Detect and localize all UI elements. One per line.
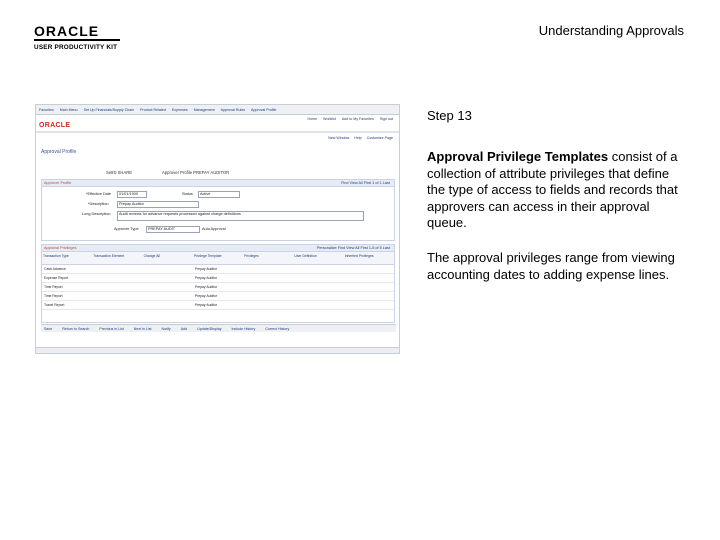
logo-underline (34, 39, 120, 41)
logo-subtitle: USER PRODUCTIVITY KIT (34, 44, 118, 51)
nav-setup: Set Up Financials/Supply Chain (83, 107, 135, 112)
paragraph-1 (427, 149, 687, 232)
nav-approval-profile: Approval Profile (251, 107, 277, 112)
tb-correct-history: Correct History (265, 326, 290, 331)
col-user-definition: User Definition (294, 254, 317, 258)
description-value: Prepay Auditor (119, 202, 144, 206)
col-privileges: Privileges (244, 254, 259, 258)
effective-date-field (117, 191, 147, 198)
step-label: Step 13 (427, 108, 472, 123)
grid-header (42, 245, 394, 252)
tb-notify: Notify (161, 326, 171, 331)
paragraph-1-rest: consist of a collection of attribute privileges that define the type of access to fields and records that approvers can access in their approval queue. (427, 149, 678, 230)
auto-approval-label: Auto Approval (202, 227, 226, 231)
link-favorites: Add to My Favorites (341, 117, 374, 121)
status-value: Active (200, 192, 211, 196)
grid-row (42, 265, 394, 274)
section-nav: Find View All First 1 of 1 Last (341, 181, 390, 185)
screenshot-privileges-grid (41, 244, 395, 323)
screenshot-brand: ORACLE (39, 122, 71, 129)
screenshot-toolbar (41, 324, 396, 332)
screenshot-profile: Approver Profile PREPAY AUDITOR (162, 170, 230, 175)
effective-date-value: 01/01/1900 (119, 192, 139, 196)
approver-type-field (146, 226, 200, 233)
section-title: Approver Profile (44, 181, 72, 185)
oracle-upk-logo (34, 24, 124, 51)
grid-row (42, 292, 394, 301)
nav-main-menu: Main Menu (59, 107, 78, 112)
nav-product: Product Related (140, 107, 166, 112)
grid-row (42, 283, 394, 292)
logo-text: ORACLE (34, 23, 100, 39)
grid-column-headers (42, 252, 394, 265)
screenshot-band (36, 131, 399, 133)
section-header (42, 180, 394, 187)
application-screenshot (35, 104, 400, 354)
screenshot-page-links (328, 136, 393, 140)
nav-management: Management (193, 107, 215, 112)
col-transaction-element: Transaction Element (93, 254, 125, 258)
tb-save: Save (44, 326, 53, 331)
link-customize: Customize Page (366, 136, 393, 140)
col-inherited: Inherited Privileges (344, 254, 374, 258)
row-type: Time Report (44, 294, 63, 298)
status-field (198, 191, 240, 198)
approver-type-value: PREPAY AUDIT (148, 227, 176, 231)
row-template: Prepay Auditor (194, 303, 218, 307)
screenshot-setid: SetID SHARE (106, 170, 133, 175)
tb-return: Return to Search (62, 326, 90, 331)
document-title: Understanding Approvals (538, 23, 684, 38)
row-type: Time Report (44, 285, 63, 289)
row-template: Prepay Auditor (194, 267, 218, 271)
screenshot-header-links (308, 117, 393, 121)
screenshot-scrollbar (36, 347, 399, 353)
nav-favorites: Favorites (39, 107, 54, 112)
grid-row (42, 274, 394, 283)
row-template: Prepay Auditor (194, 294, 218, 298)
grid-row (42, 301, 394, 310)
nav-approval-rules: Approval Rules (220, 107, 246, 112)
row-type: Cash Advance (44, 267, 66, 271)
paragraph-1-bold: Approval Privilege Templates (427, 149, 609, 164)
status-label: Status (182, 192, 193, 196)
tb-prev: Previous in List (99, 326, 124, 331)
long-description-label: Long Description (82, 212, 111, 216)
tb-update: Update/Display (197, 326, 222, 331)
link-help: Help (354, 136, 362, 140)
tb-include-history: Include History (231, 326, 256, 331)
col-privilege-template: Privilege Template (193, 254, 222, 258)
row-type: Travel Report (44, 303, 65, 307)
link-worklist: Worklist (323, 117, 336, 121)
long-description-field (117, 211, 364, 221)
tb-next: Next in List (133, 326, 152, 331)
row-template: Prepay Auditor (194, 276, 218, 280)
screenshot-page-title: Approval Profile (41, 149, 77, 155)
long-description-value: Audit reviews for advance requests processed against charge definitions (119, 212, 241, 216)
effective-date-label: *Effective Date (86, 192, 112, 196)
description-field (117, 201, 199, 208)
tb-add: Add (180, 326, 188, 331)
screenshot-top-nav (36, 105, 399, 115)
nav-expenses: Expenses (171, 107, 188, 112)
link-sign-out: Sign out (379, 117, 393, 121)
grid-nav: Personalize Find View All First 1-5 of 5 Last (316, 246, 390, 250)
paragraph-2: The approval privileges range from viewing accounting dates to adding expense lines. (427, 250, 675, 282)
col-transaction-type: Transaction Type (43, 254, 69, 258)
row-type: Expense Report (44, 276, 69, 280)
grid-title: Approval Privileges (44, 246, 77, 250)
link-home: Home (307, 117, 318, 121)
col-change-all: Change All (143, 254, 160, 258)
link-new-window: New Window (328, 136, 350, 140)
description-label: *Description (88, 202, 109, 206)
screenshot-profile-section (41, 179, 395, 241)
approver-type-label: Approver Type (114, 227, 139, 231)
row-template: Prepay Auditor (194, 285, 218, 289)
